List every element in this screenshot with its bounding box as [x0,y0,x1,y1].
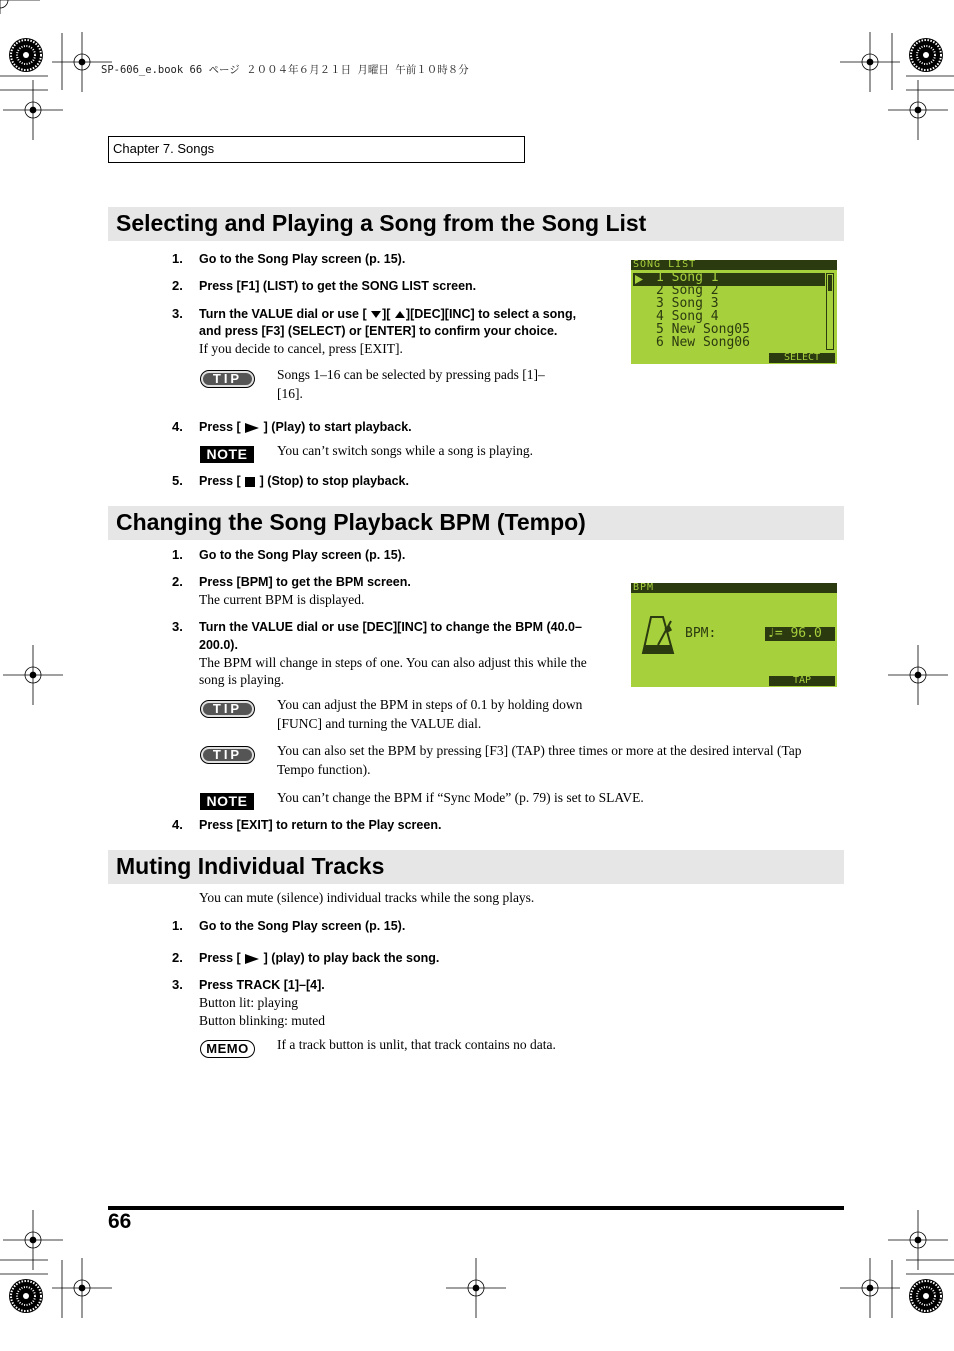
lcd-title: SONG LIST [633,259,697,270]
step-text: Press [F1] (LIST) to get the SONG LIST screen. [199,279,477,293]
step-text-part: Press [ [199,420,241,434]
step-number: 4. [172,419,183,434]
step-number: 1. [172,918,183,933]
tip-badge-label: TIP [212,371,243,386]
step-body: Button lit: playing [199,995,299,1010]
step-text-part: ] (Stop) to stop playback. [259,474,409,488]
lcd-title: BPM [633,582,655,593]
tip-text-line1: You can adjust the BPM in steps of 0.1 by holding down [277,697,583,712]
lcd-row: 6 New Song06 [656,335,750,350]
section-heading-bpm [108,506,844,540]
step-text-part: ] (play) to play back the song. [263,951,440,965]
step-text: Press [BPM] to get the BPM screen. [199,575,411,589]
lcd-row: 4 Song 4 [656,309,719,324]
step-text [199,420,412,434]
step-number: 3. [172,619,183,634]
step-text-part: ] (Play) to start playback. [263,420,412,434]
section-heading-select-song [108,207,844,241]
lcd-bpm-value: ♩= 96.0 [767,626,822,641]
section-title: Muting Individual Tracks [116,853,385,879]
lcd-row: 1 Song 1 [656,270,719,285]
song-list-lcd-screen [631,260,837,364]
step-text-part: ][ [382,307,391,321]
step-number: 1. [172,251,183,266]
step-text: Press TRACK [1]–[4]. [199,978,325,992]
step-body: song is playing. [199,672,285,687]
chapter-label: Chapter 7. Songs [108,136,525,163]
play-icon [244,953,260,965]
step-number: 1. [172,547,183,562]
step-text-line2: and press [F3] (SELECT) or [ENTER] to confirm your choice. [199,324,558,338]
step-text-part: Press [ [199,951,241,965]
tip-badge-label: TIP [212,701,243,716]
note-text: You can’t switch songs while a song is playing. [277,443,533,458]
step-text: Press [EXIT] to return to the Play screen. [199,818,442,832]
step-body: The BPM will change in steps of one. You can also adjust this while the [199,655,587,670]
tip-text-line1: Songs 1–16 can be selected by pressing pads [1]– [277,367,545,382]
section-intro: You can mute (silence) individual tracks while the song plays. [199,890,535,905]
step-body: If you decide to cancel, press [EXIT]. [199,341,403,356]
step-text-line2: 200.0). [199,638,238,652]
step-text: Go to the Song Play screen (p. 15). [199,252,406,266]
section-title: Selecting and Playing a Song from the Song List [116,210,647,236]
tip-text-line1: You can also set the BPM by pressing [F3] (TAP) three times or more at the desired interval (Tap [277,743,802,758]
lcd-select-button: SELECT [769,353,835,363]
tip-text-line2: Tempo function). [277,762,371,777]
section-title: Changing the Song Playback BPM (Tempo) [116,509,586,535]
down-arrow-icon [370,310,382,319]
lcd-scrollbar [826,273,834,350]
step-number: 2. [172,574,183,589]
step-text: Go to the Song Play screen (p. 15). [199,548,406,562]
up-arrow-icon [394,310,406,319]
step-body: The current BPM is displayed. [199,592,365,607]
lcd-row: 2 Song 2 [656,283,719,298]
note-text: You can’t change the BPM if “Sync Mode” (p. 79) is set to SLAVE. [277,790,644,805]
footer-rule [108,1206,844,1210]
step-text-part: Turn the VALUE dial or use [ [199,307,367,321]
step-number: 5. [172,473,183,488]
step-text: Turn the VALUE dial or use [DEC][INC] to change the BPM (40.0– [199,620,582,634]
step-text: Go to the Song Play screen (p. 15). [199,919,406,933]
step-number: 3. [172,977,183,992]
step-text [199,307,576,321]
stop-icon [244,476,256,488]
play-icon [244,422,260,434]
memo-text: If a track button is unlit, that track contains no data. [277,1037,556,1052]
note-badge: NOTE [200,793,254,810]
lcd-cursor-icon [635,275,643,284]
note-badge: NOTE [200,446,254,463]
lcd-row: 5 New Song05 [656,322,750,337]
tip-text-line2: [FUNC] and turning the VALUE dial. [277,716,482,731]
page-number: 66 [108,1210,132,1233]
step-number: 3. [172,306,183,321]
step-number: 2. [172,950,183,965]
step-text-part: ][DEC][INC] to select a song, [405,307,577,321]
memo-badge: MEMO [200,1040,255,1058]
step-text-part: Press [ [199,474,241,488]
step-text [199,951,439,965]
bpm-lcd-screen [631,583,837,687]
lcd-tap-button: TAP [769,676,835,686]
step-text [199,474,409,488]
section-heading-muting [108,850,844,884]
step-number: 4. [172,817,183,832]
lcd-bpm-label: BPM: [685,626,717,641]
step-number: 2. [172,278,183,293]
metronome-icon [641,615,677,657]
tip-text-line2: [16]. [277,386,303,401]
lcd-row: 3 Song 3 [656,296,719,311]
step-body: Button blinking: muted [199,1013,326,1028]
tip-badge-label: TIP [212,747,243,762]
print-header: SP-606_e.book 66 ページ ２００４年６月２１日 月曜日 午前１０時８分 [101,64,469,76]
